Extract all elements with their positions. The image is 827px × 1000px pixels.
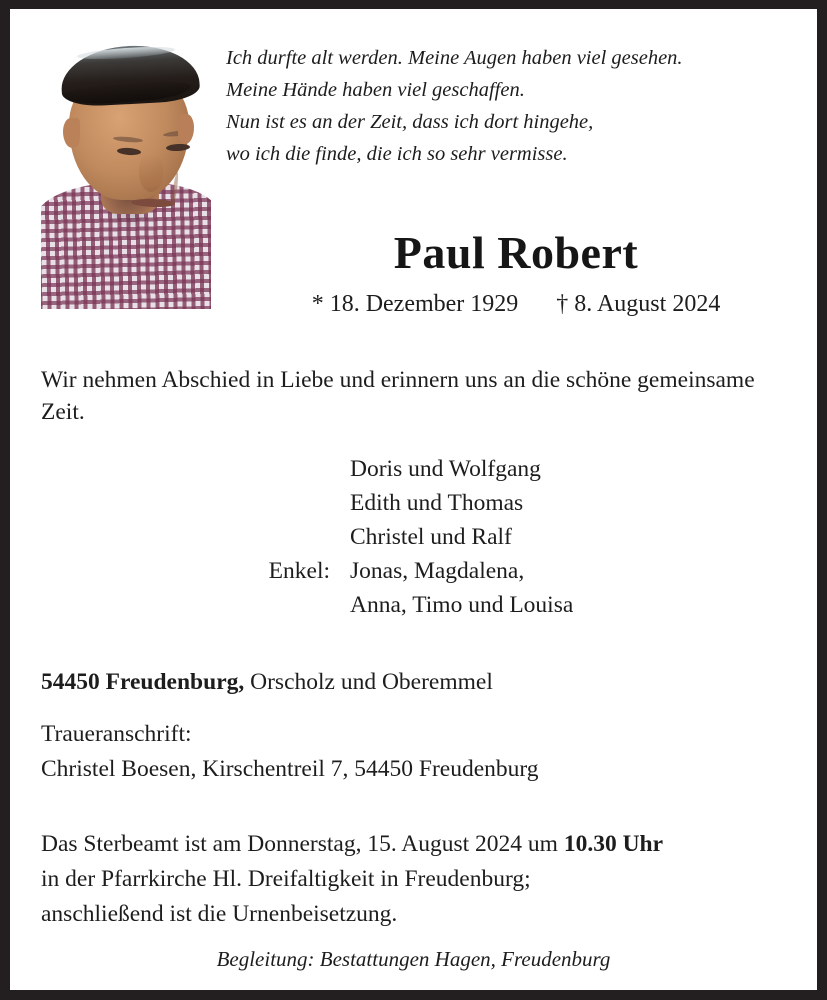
left-eyebrow	[113, 136, 143, 144]
family-row	[41, 452, 641, 486]
grandchildren-label: Enkel:	[268, 558, 330, 584]
left-ear	[63, 118, 80, 148]
family-row	[41, 520, 641, 554]
deceased-name: Paul Robert	[393, 227, 639, 278]
family-names: Doris und Wolfgang	[350, 456, 541, 482]
mourning-address-line: Christel Boesen, Kirschentreil 7, 54450 Freudenburg	[41, 756, 539, 782]
mourning-address-heading: Traueranschrift:	[41, 721, 192, 747]
right-eye	[166, 143, 190, 151]
left-eye	[117, 147, 141, 156]
mourning-address	[41, 717, 801, 787]
family-row	[41, 486, 641, 520]
portrait-photo-image	[41, 34, 211, 309]
service-line-2: in der Pfarrkirche Hl. Dreifaltigkeit in Freudenburg;	[41, 866, 531, 892]
family-row	[41, 588, 641, 622]
verse-line-2: Meine Hände haben viel geschaffen.	[226, 79, 525, 101]
service-time-text: Das Sterbeamt ist am Donnerstag, 15. August 2024 um	[41, 831, 564, 857]
death-date: 8. August 2024	[574, 291, 721, 317]
family-names: Edith und Thomas	[350, 490, 524, 516]
family-names: Anna, Timo und Louisa	[350, 592, 574, 618]
death-symbol: †	[556, 291, 569, 317]
family-list	[41, 452, 641, 622]
life-dates	[226, 291, 806, 318]
family-names: Christel und Ralf	[350, 524, 512, 550]
service-line-3: anschließend ist die Urnenbeisetzung.	[41, 901, 398, 927]
birth-date: 18. Dezember 1929	[329, 291, 519, 317]
birth-symbol: *	[311, 291, 324, 317]
portrait-photo	[41, 34, 211, 309]
verse-line-1: Ich durfte alt werden. Meine Augen haben viel gesehen.	[226, 47, 683, 69]
secondary-places: Orscholz und Oberemmel	[244, 669, 493, 695]
verse-line-3: Nun ist es an der Zeit, dass ich dort hingehe,	[226, 111, 594, 133]
nose	[139, 154, 163, 192]
verse-line-4: wo ich die finde, die ich so sehr vermisse.	[226, 143, 568, 165]
memorial-verse	[226, 42, 806, 170]
service-line-1	[41, 827, 811, 862]
family-row	[41, 554, 641, 588]
service-time: 10.30 Uhr	[563, 831, 664, 857]
primary-place: 54450 Freudenburg,	[41, 669, 245, 695]
farewell-message: Wir nehmen Abschied in Liebe und erinnern uns an die schöne gemeinsame Zeit.	[41, 367, 755, 425]
service-details	[41, 827, 811, 932]
notice-content-area	[10, 9, 817, 990]
family-names: Jonas, Magdalena,	[350, 558, 525, 584]
funeral-home-credit: Begleitung: Bestattungen Hagen, Freudenburg	[216, 947, 611, 971]
places-line	[41, 666, 801, 698]
right-ear	[178, 114, 194, 144]
